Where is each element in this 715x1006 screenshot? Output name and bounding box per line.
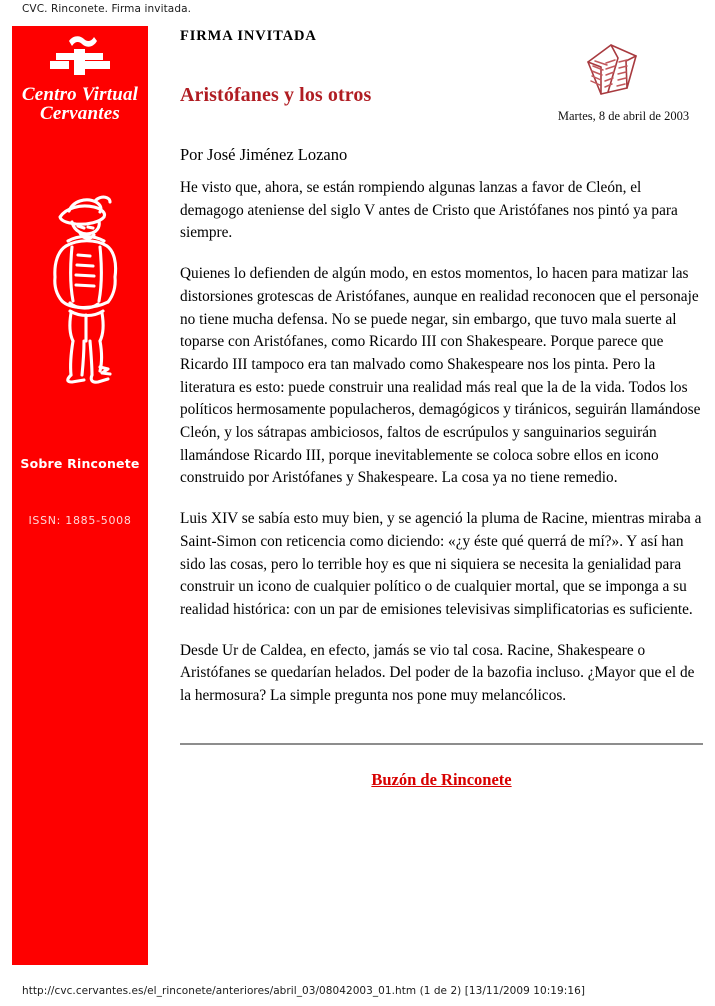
- cervantes-institute-mark: [12, 32, 148, 84]
- buzon-de-rinconete-link[interactable]: Buzón de Rinconete: [371, 770, 512, 789]
- sidebar-item-sobre-rinconete[interactable]: Sobre Rinconete: [20, 456, 140, 471]
- cvc-logo[interactable]: [12, 32, 148, 123]
- newspaper-icon: [581, 41, 643, 101]
- issn-label: ISSN: 1885-5008: [28, 514, 132, 527]
- article-byline: Por José Jiménez Lozano: [180, 145, 348, 164]
- footer-divider: [180, 743, 703, 745]
- cvc-wordmark-line1: Centro Virtual: [21, 84, 139, 105]
- browser-print-footer: http://cvc.cervantes.es/el_rinconete/anteriores/abril_03/08042003_01.htm (1 de 2) [13/11/2009 10:19:16]: [22, 985, 585, 997]
- section-kicker: FIRMA INVITADA: [180, 28, 317, 44]
- article-paragraph: Desde Ur de Caldea, en efecto, jamás se vio tal cosa. Racine, Shakespeare o Aristófanes se quedarían helados. Del poder de la bazofia incluso. ¿Mayor que el de la hermosura? La simple pregunta nos pone muy melancólicos.: [180, 641, 695, 705]
- sidebar: [12, 26, 148, 965]
- page-title: Aristófanes y los otros: [180, 84, 372, 107]
- cvc-wordmark-line2: Cervantes: [40, 103, 120, 124]
- article-paragraph: He visto que, ahora, se están rompiendo algunas lanzas a favor de Cleón, el demagogo ateniense del siglo V antes de Cristo que Aristófanes nos pintó ya para siempre.: [180, 179, 678, 242]
- article-paragraph: Luis XIV se sabía esto muy bien, y se agenció la pluma de Racine, mientras miraba a Saint-Simon con reticencia como diciendo: «¿y éste qué querrá de mí?». Y así han sido las cosas, pero lo terrible hoy es que ni siquiera se necesita la genialidad para construir un icono de cualquier político o de cualquier mortal, que se imponga a su realidad histórica: con un par de emisiones televisivas simplificatorias es suficiente.: [180, 510, 702, 618]
- don-quixote-figure: [40, 189, 120, 386]
- article-paragraph: Quienes lo defienden de algún modo, en estos momentos, lo hacen para matizar las distorsiones grotescas de Aristófanes, aunque en realidad reconocen que el personaje no tiene mucha defensa. No se puede negar, sin embargo, que tuvo mala suerte al toparse con Aristófanes, como Ricardo III con Shakespeare. Porque parece que Ricardo III tampoco era tan malvado como Shakespeare nos los pinta. Pero la literatura es esto: puede construir una realidad más real que la de la vida. Todos los políticos hermosamente populacheros, demagógicos y tiránicos, seguirán llamándose Cleón, y los sátrapas ambiciosos, faltos de escrúpulos y sanguinarios seguirán llamándose Ricardo III, porque inevitablemente se coloca sobre ellos en icono construido por Aristófanes y Shakespeare. La cosa ya no tiene remedio.: [180, 265, 701, 487]
- browser-print-header: CVC. Rinconete. Firma invitada.: [22, 3, 192, 15]
- footer-link-wrapper: [180, 770, 703, 790]
- publication-date: Martes, 8 de abril de 2003: [557, 109, 690, 123]
- article-body: [180, 177, 703, 726]
- cvc-wordmark: [12, 85, 148, 123]
